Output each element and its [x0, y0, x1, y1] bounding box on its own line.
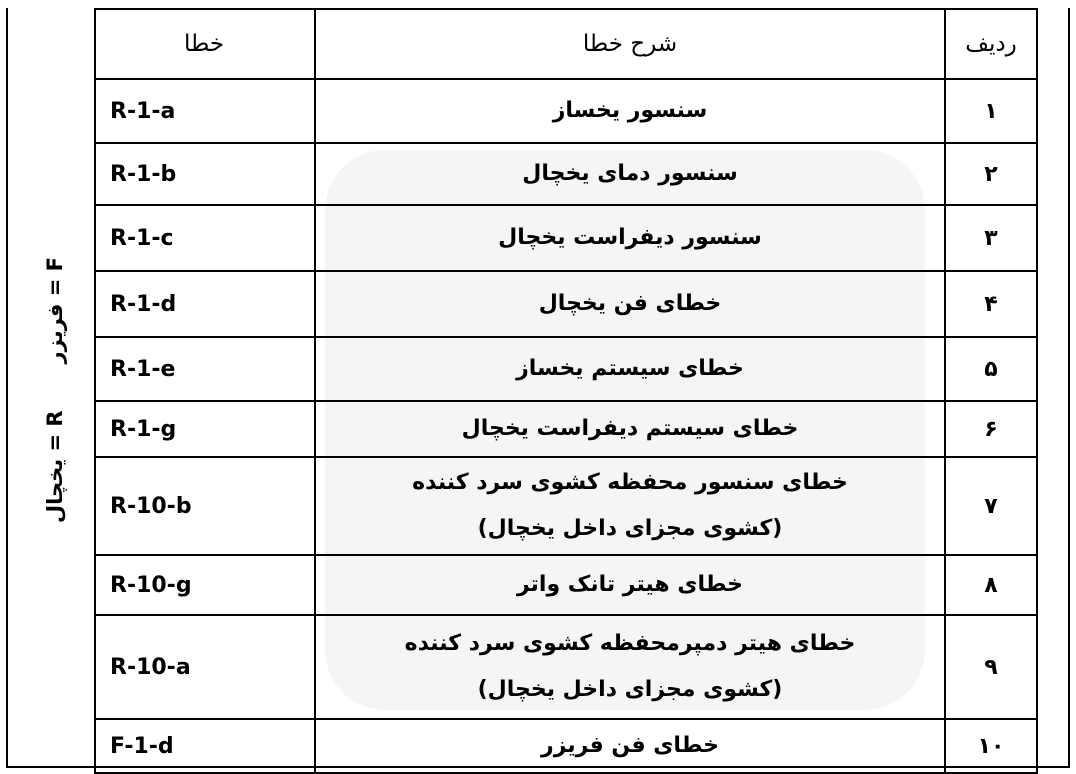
header-code: خطا: [95, 9, 315, 79]
table-row: [95, 79, 1037, 143]
header-description: شرح خطا: [315, 9, 945, 79]
description-line: سنسور یخساز: [552, 98, 708, 123]
table-row: [95, 457, 1037, 555]
description-cell: [315, 615, 945, 719]
description-line: (کشوی مجزای داخل یخچال): [477, 516, 783, 541]
row-number-cell: ۴: [945, 271, 1037, 337]
description-line: سنسور دمای یخچال: [522, 161, 738, 186]
table-row: [95, 401, 1037, 457]
description-cell: [315, 205, 945, 271]
error-code-cell: F-1-d: [95, 719, 315, 773]
error-code-cell: R-1-g: [95, 401, 315, 457]
description-line: خطای هیتر دمپرمحفظه کشوی سرد کننده: [404, 631, 856, 656]
error-code-cell: R-1-b: [95, 143, 315, 205]
description-line: خطای سنسور محفظه کشوی سرد کننده: [412, 470, 848, 495]
table-row: [95, 555, 1037, 615]
row-number-cell: ۷: [945, 457, 1037, 555]
description-cell: [315, 555, 945, 615]
error-code-cell: R-10-g: [95, 555, 315, 615]
row-number-cell: ۹: [945, 615, 1037, 719]
row-number-cell: ۱: [945, 79, 1037, 143]
table-row: [95, 337, 1037, 401]
row-number-cell: ۸: [945, 555, 1037, 615]
error-code-cell: R-1-a: [95, 79, 315, 143]
error-code-cell: R-1-c: [95, 205, 315, 271]
table-row: [95, 205, 1037, 271]
description-line: سنسور دیفراست یخچال: [498, 225, 762, 250]
table-row: [95, 143, 1037, 205]
table-row: [95, 271, 1037, 337]
header-row-number: ردیف: [945, 9, 1037, 79]
error-code-cell: R-10-b: [95, 457, 315, 555]
side-legend: [30, 240, 80, 540]
description-cell: [315, 719, 945, 773]
description-cell: [315, 79, 945, 143]
description-line: خطای هیتر تانک واتر: [516, 572, 744, 597]
description-cell: [315, 337, 945, 401]
row-number-cell: ۶: [945, 401, 1037, 457]
description-line: خطای فن یخچال: [538, 291, 722, 316]
legend-refrigerator: یخچال = R: [43, 409, 67, 524]
description-line: خطای فن فریزر: [541, 733, 719, 758]
legend-freezer: فریزر = F: [43, 256, 67, 364]
error-code-cell: R-1-d: [95, 271, 315, 337]
description-cell: [315, 457, 945, 555]
row-number-cell: ۲: [945, 143, 1037, 205]
row-number-cell: ۵: [945, 337, 1037, 401]
description-cell: [315, 401, 945, 457]
side-legend-text: [43, 256, 67, 523]
row-number-cell: ۱۰: [945, 719, 1037, 773]
description-line: (کشوی مجزای داخل یخچال): [477, 677, 783, 702]
description-cell: [315, 271, 945, 337]
row-number-cell: ۳: [945, 205, 1037, 271]
error-codes-table: [94, 8, 1038, 774]
description-cell: [315, 143, 945, 205]
table-header-row: [95, 9, 1037, 79]
description-line: خطای سیستم دیفراست یخچال: [461, 416, 799, 441]
error-code-cell: R-10-a: [95, 615, 315, 719]
description-line: خطای سیستم یخساز: [516, 356, 744, 381]
table-row: [95, 719, 1037, 773]
table-row: [95, 615, 1037, 719]
error-code-cell: R-1-e: [95, 337, 315, 401]
